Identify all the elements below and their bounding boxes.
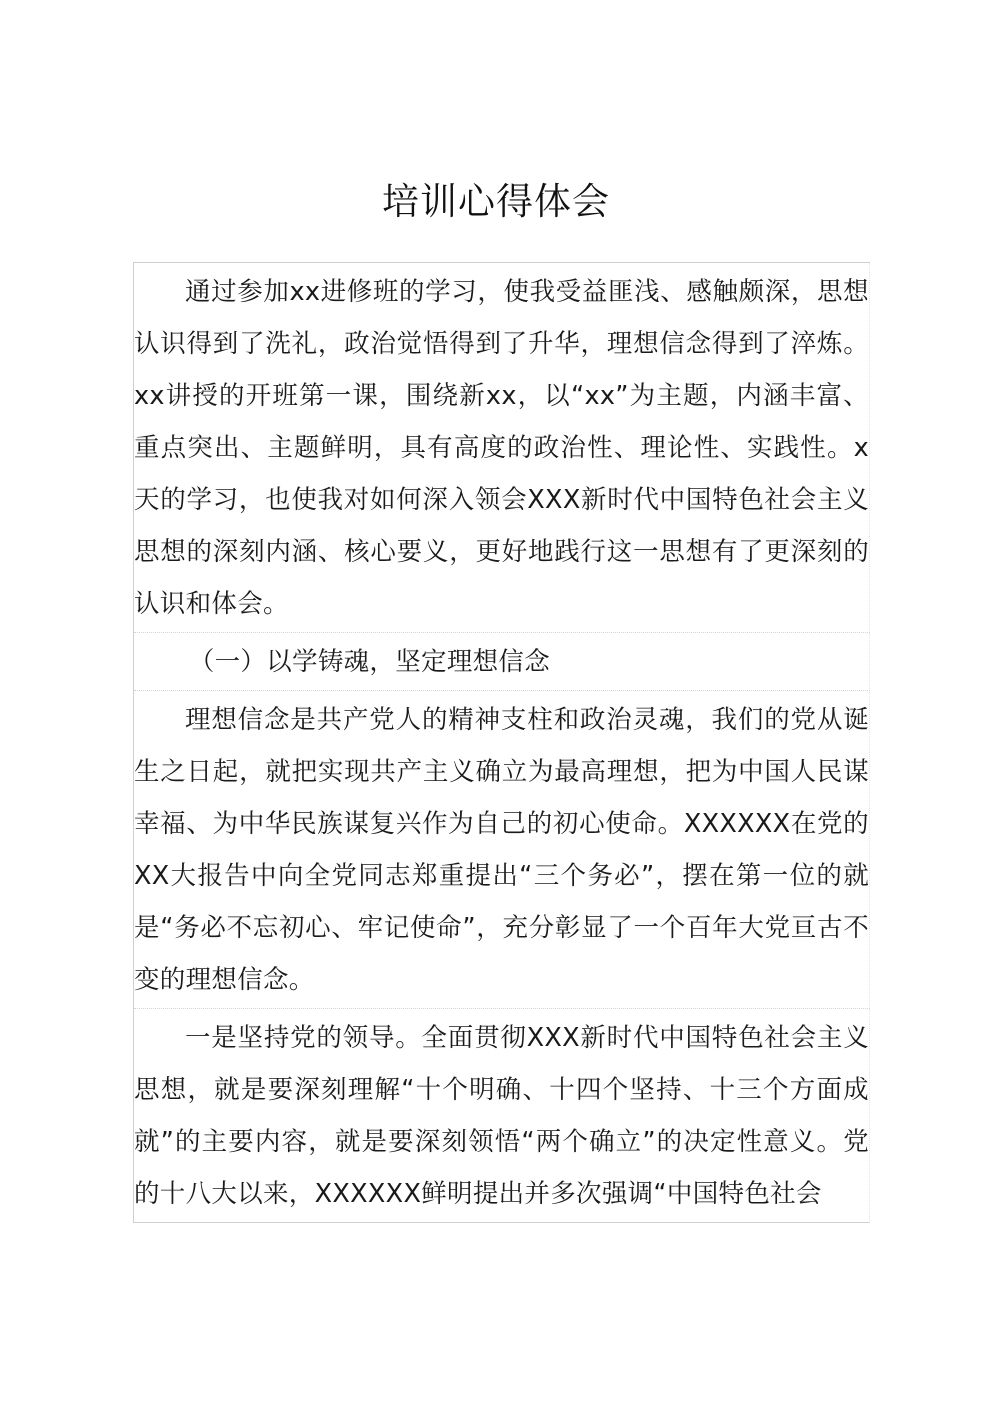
paragraph-block-intro (134, 263, 870, 633)
paragraph-block-ideals (134, 691, 870, 1009)
paragraph-intro: 通过参加xx进修班的学习，使我受益匪浅、感触颇深，思想认识得到了洗礼，政治觉悟得到了升华，理想信念得到了淬炼。xx讲授的开班第一课，围绕新xx，以“xx”为主题，内涵丰富、重点突出、主题鲜明，具有高度的政治性、理论性、实践性。x天的学习，也使我对如何深入领会XXX新时代中国特色社会主义思想的深刻内涵、核心要义，更好地践行这一思想有了更深刻的认识和体会。 (134, 277, 869, 619)
paragraph-ideals: 理想信念是共产党人的精神支柱和政治灵魂，我们的党从诞生之日起，就把实现共产主义确立为最高理想，把为中国人民谋幸福、为中华民族谋复兴作为自己的初心使命。XXXXXX在党的XX大报告中向全党同志郑重提出“三个务必”，摆在第一位的就是“务必不忘初心、牢记使命”，充分彰显了一个百年大党亘古不变的理想信念。 (134, 705, 869, 995)
paragraph-leadership: 一是坚持党的领导。全面贯彻XXX新时代中国特色社会主义思想，就是要深刻理解“十个明确、十四个坚持、十三个方面成就”的主要内容，就是要深刻领悟“两个确立”的决定性意义。党的十八大以来，XXXXXX鲜明提出并多次强调“中国特色社会 (134, 1023, 869, 1209)
document-title: 培训心得体会 (382, 180, 610, 223)
document-body (133, 262, 870, 1223)
paragraph-block-leadership (134, 1009, 870, 1223)
paragraph-block-heading (134, 633, 870, 691)
section-heading: （一）以学铸魂，坚定理想信念 (188, 647, 551, 677)
